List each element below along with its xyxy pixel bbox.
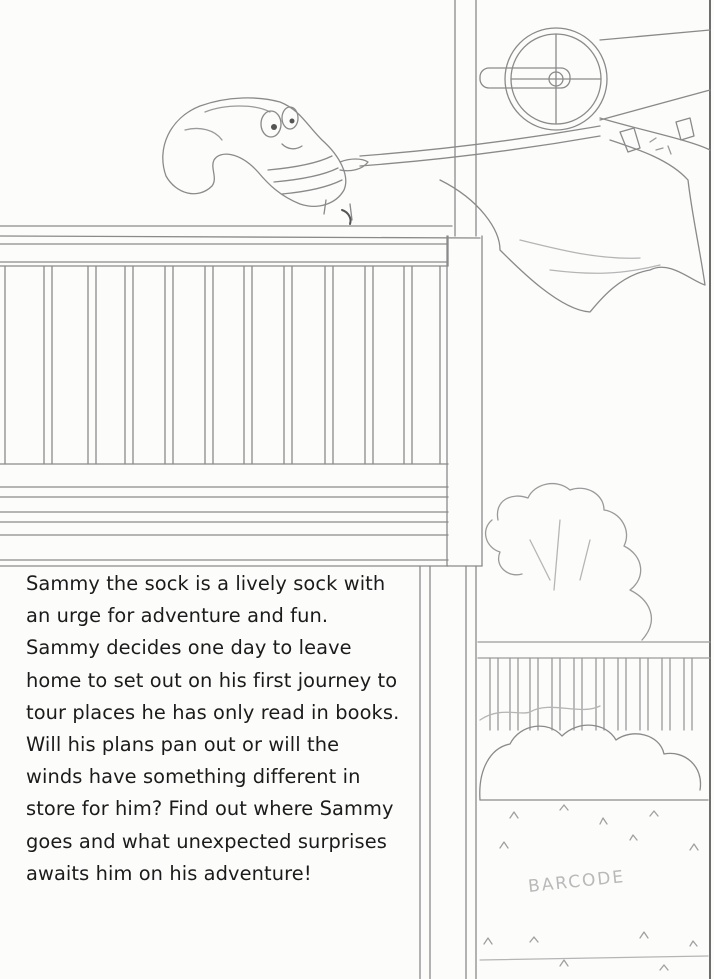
- railing-bottom: [0, 464, 448, 566]
- background-tree: [486, 484, 652, 640]
- clothesline: [360, 126, 600, 166]
- description-line: home to set out on his first journey to: [26, 668, 398, 692]
- railing-top: [0, 226, 480, 266]
- flapping-sheet: [440, 118, 710, 312]
- background-fence: [478, 642, 710, 730]
- description-line: goes and what unexpected surprises: [26, 829, 387, 853]
- description-line: an urge for adventure and fun.: [26, 604, 329, 628]
- description-line: awaits him on his adventure!: [26, 861, 312, 885]
- story-description: [26, 568, 426, 890]
- description-line: Will his plans pan out or will the: [26, 733, 340, 757]
- barcode-placeholder: BARCODE: [527, 866, 627, 898]
- clothesline-pulley: [480, 28, 710, 130]
- description-line: tour places he has only read in books.: [26, 700, 400, 724]
- railing-balusters: [5, 266, 440, 464]
- description-line: store for him? Find out where Sammy: [26, 797, 394, 821]
- description-line: winds have something different in: [26, 765, 361, 789]
- sammy-sock-character: [163, 98, 368, 224]
- description-line: Sammy decides one day to leave: [26, 636, 352, 660]
- clothespins: [620, 118, 694, 154]
- background-bushes: [480, 706, 708, 800]
- description-line: Sammy the sock is a lively sock with: [26, 572, 386, 595]
